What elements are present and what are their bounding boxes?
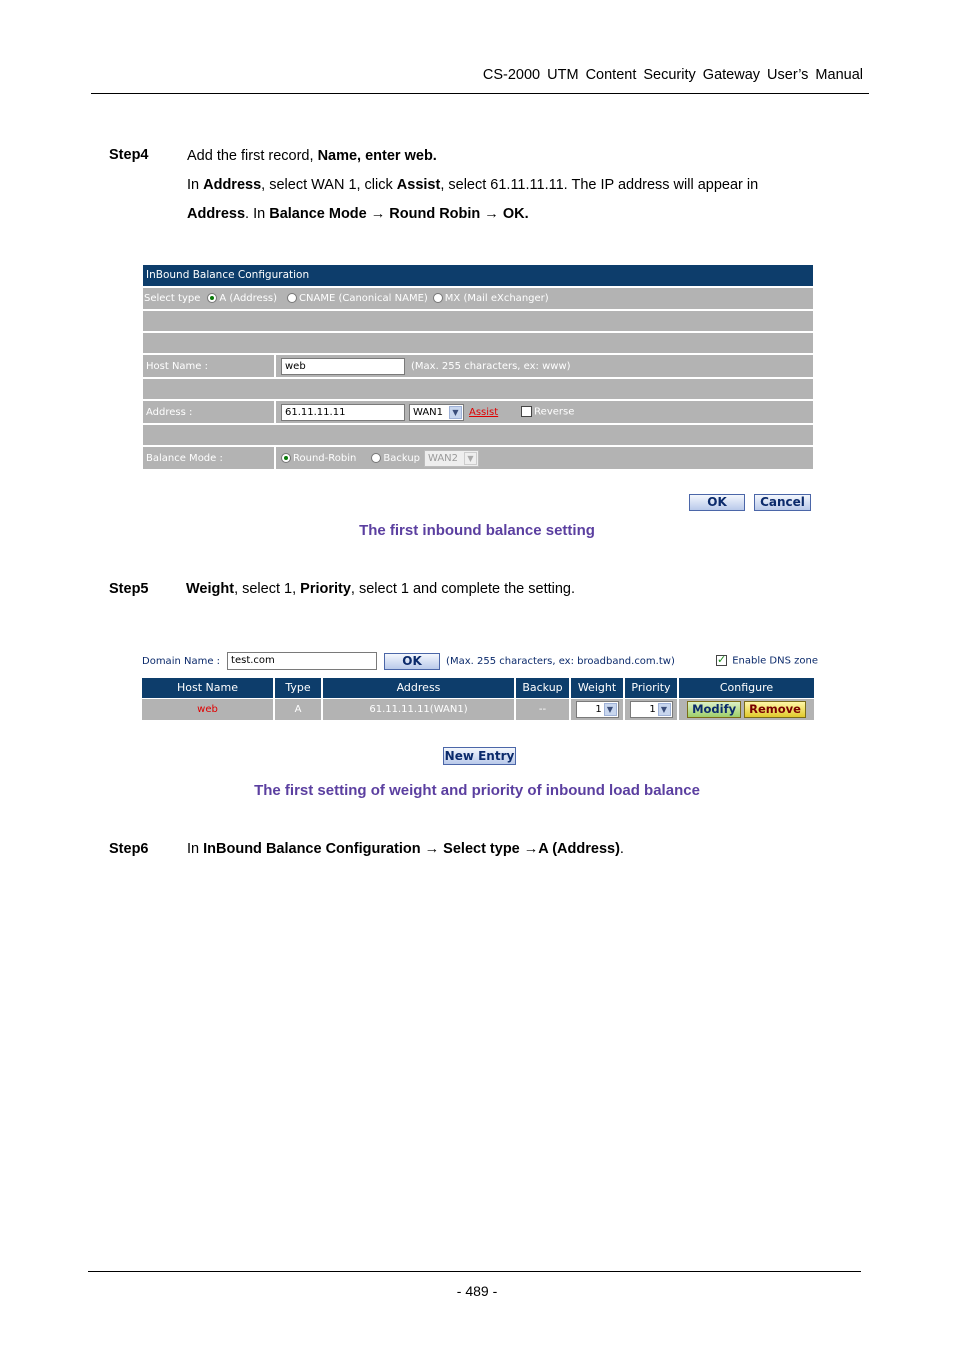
step4-line3-b: . In — [245, 206, 270, 222]
domain-panel — [142, 650, 818, 720]
form-spacer-row — [143, 333, 813, 353]
type-a-label: A (Address) — [219, 293, 278, 304]
backup-label: Backup — [383, 452, 420, 464]
cell-weight — [571, 699, 623, 720]
cell-configure — [679, 699, 814, 720]
remove-button[interactable]: Remove — [744, 701, 806, 718]
type-mx-label: MX (Mail eXchanger) — [444, 293, 549, 304]
step5-t2: , select 1, — [234, 581, 301, 597]
radio-selected-icon — [207, 293, 217, 303]
col-weight: Weight — [571, 678, 623, 698]
step4-label: Step4 — [109, 147, 149, 163]
domain-name-label: Domain Name : — [142, 655, 221, 667]
form-spacer-row — [143, 425, 813, 445]
new-entry-button[interactable]: New Entry — [444, 749, 515, 763]
col-host-name: Host Name — [142, 678, 273, 698]
wan-select-value: WAN1 — [413, 406, 444, 418]
radio-selected-icon — [281, 453, 291, 463]
host-name-row — [143, 355, 813, 377]
select-type-row — [143, 288, 813, 309]
table-header — [142, 678, 818, 698]
domain-ok-button[interactable]: OK — [384, 653, 440, 670]
type-cname-radio[interactable] — [287, 293, 428, 304]
figure-caption-2: The first setting of weight and priority of inbound load balance — [254, 782, 700, 799]
figure-caption-1: The first inbound balance setting — [359, 522, 595, 539]
form-spacer-row — [143, 311, 813, 331]
type-cname-label: CNAME (Canonical NAME) — [299, 293, 428, 304]
step4-line2-a: In — [187, 177, 204, 193]
step6-t2: InBound Balance Configuration → Select type →A (Address) — [203, 841, 620, 857]
domain-name-input[interactable]: test.com — [227, 652, 377, 670]
step6-t3: . — [619, 841, 624, 857]
inbound-balance-form — [143, 265, 813, 469]
cell-host: web — [142, 699, 273, 720]
type-a-radio[interactable] — [207, 293, 277, 304]
col-address: Address — [323, 678, 514, 698]
reverse-label: Reverse — [534, 406, 575, 418]
backup-wan-select — [424, 450, 479, 467]
enable-dns-label: Enable DNS zone — [732, 655, 818, 667]
address-row — [143, 401, 813, 423]
step4-line1-text: Add the first record, — [187, 148, 318, 164]
form-spacer-row — [143, 379, 813, 399]
weight-value: 1 — [595, 704, 602, 715]
step4-line2-b: Address — [203, 177, 262, 193]
step6-t1: In — [187, 841, 204, 857]
balance-mode-row — [143, 447, 813, 469]
step4-line2 — [187, 171, 758, 200]
chevron-down-icon: ▼ — [464, 452, 477, 465]
step5-t4: , select 1 and complete the setting. — [350, 581, 575, 597]
weight-select[interactable] — [576, 701, 619, 718]
step5-label: Step5 — [109, 581, 149, 597]
chevron-down-icon: ▼ — [449, 406, 462, 419]
step4-line1 — [187, 142, 437, 171]
step5-t3: Priority — [300, 581, 351, 597]
chevron-down-icon: ▼ — [604, 703, 617, 716]
step6-line — [187, 835, 624, 864]
cancel-button[interactable]: Cancel — [754, 494, 811, 511]
col-priority: Priority — [625, 678, 677, 698]
host-name-input[interactable]: web — [281, 358, 405, 375]
domain-name-hint: (Max. 255 characters, ex: broadband.com.tw) — [446, 655, 675, 667]
priority-select[interactable] — [630, 701, 673, 718]
assist-link[interactable]: Assist — [469, 406, 499, 418]
footer-rule — [88, 1271, 861, 1272]
type-mx-radio[interactable] — [433, 293, 549, 304]
select-type-label: Select type — [144, 293, 201, 304]
step4-line2-d: Assist — [396, 177, 441, 193]
cell-type: A — [275, 699, 321, 720]
domain-name-row — [142, 650, 818, 672]
step4-line3 — [187, 200, 529, 229]
reverse-checkbox[interactable] — [521, 406, 574, 418]
step4-line2-e: , select 61.11.11.11. The IP address will appear in — [440, 177, 759, 193]
step5-t1: Weight — [186, 581, 235, 597]
host-name-hint: (Max. 255 characters, ex: www) — [411, 360, 571, 372]
radio-icon — [371, 453, 381, 463]
col-backup: Backup — [516, 678, 569, 698]
step4-line2-c: , select WAN 1, click — [261, 177, 397, 193]
page-number: - 489 - — [456, 1283, 498, 1299]
backup-select-value: WAN2 — [428, 452, 459, 464]
cell-priority — [625, 699, 677, 720]
host-name-label: Host Name : — [143, 355, 276, 377]
wan-select[interactable] — [409, 404, 464, 421]
col-type: Type — [275, 678, 321, 698]
cell-backup: -- — [516, 699, 569, 720]
radio-icon — [287, 293, 297, 303]
step4-line3-c: Balance Mode → Round Robin → OK. — [269, 206, 529, 222]
header-rule — [91, 93, 869, 94]
document-header-title: CS-2000 UTM Content Security Gateway User’s Manual — [482, 67, 863, 83]
step5-line — [186, 575, 575, 604]
ok-button[interactable]: OK — [689, 494, 745, 511]
enable-dns-checkbox[interactable] — [716, 655, 818, 667]
chevron-down-icon: ▼ — [658, 703, 671, 716]
checkbox-checked-icon — [716, 655, 727, 666]
priority-value: 1 — [649, 704, 656, 715]
form-title: InBound Balance Configuration — [143, 265, 813, 286]
checkbox-icon — [521, 406, 532, 417]
round-robin-radio[interactable] — [281, 453, 356, 464]
cell-address: 61.11.11.11(WAN1) — [323, 699, 514, 720]
radio-icon — [433, 293, 443, 303]
round-robin-label: Round-Robin — [293, 452, 357, 464]
modify-button[interactable]: Modify — [687, 701, 741, 718]
address-input[interactable]: 61.11.11.11 — [281, 404, 405, 421]
address-label: Address : — [143, 401, 276, 423]
col-configure: Configure — [679, 678, 814, 698]
balance-mode-label: Balance Mode : — [143, 447, 276, 469]
step4-line1-bold: Name, enter web. — [317, 148, 437, 164]
backup-radio[interactable] — [371, 453, 420, 464]
step4-line3-a: Address — [187, 206, 246, 222]
step6-label: Step6 — [109, 841, 149, 857]
table-row — [142, 699, 818, 720]
